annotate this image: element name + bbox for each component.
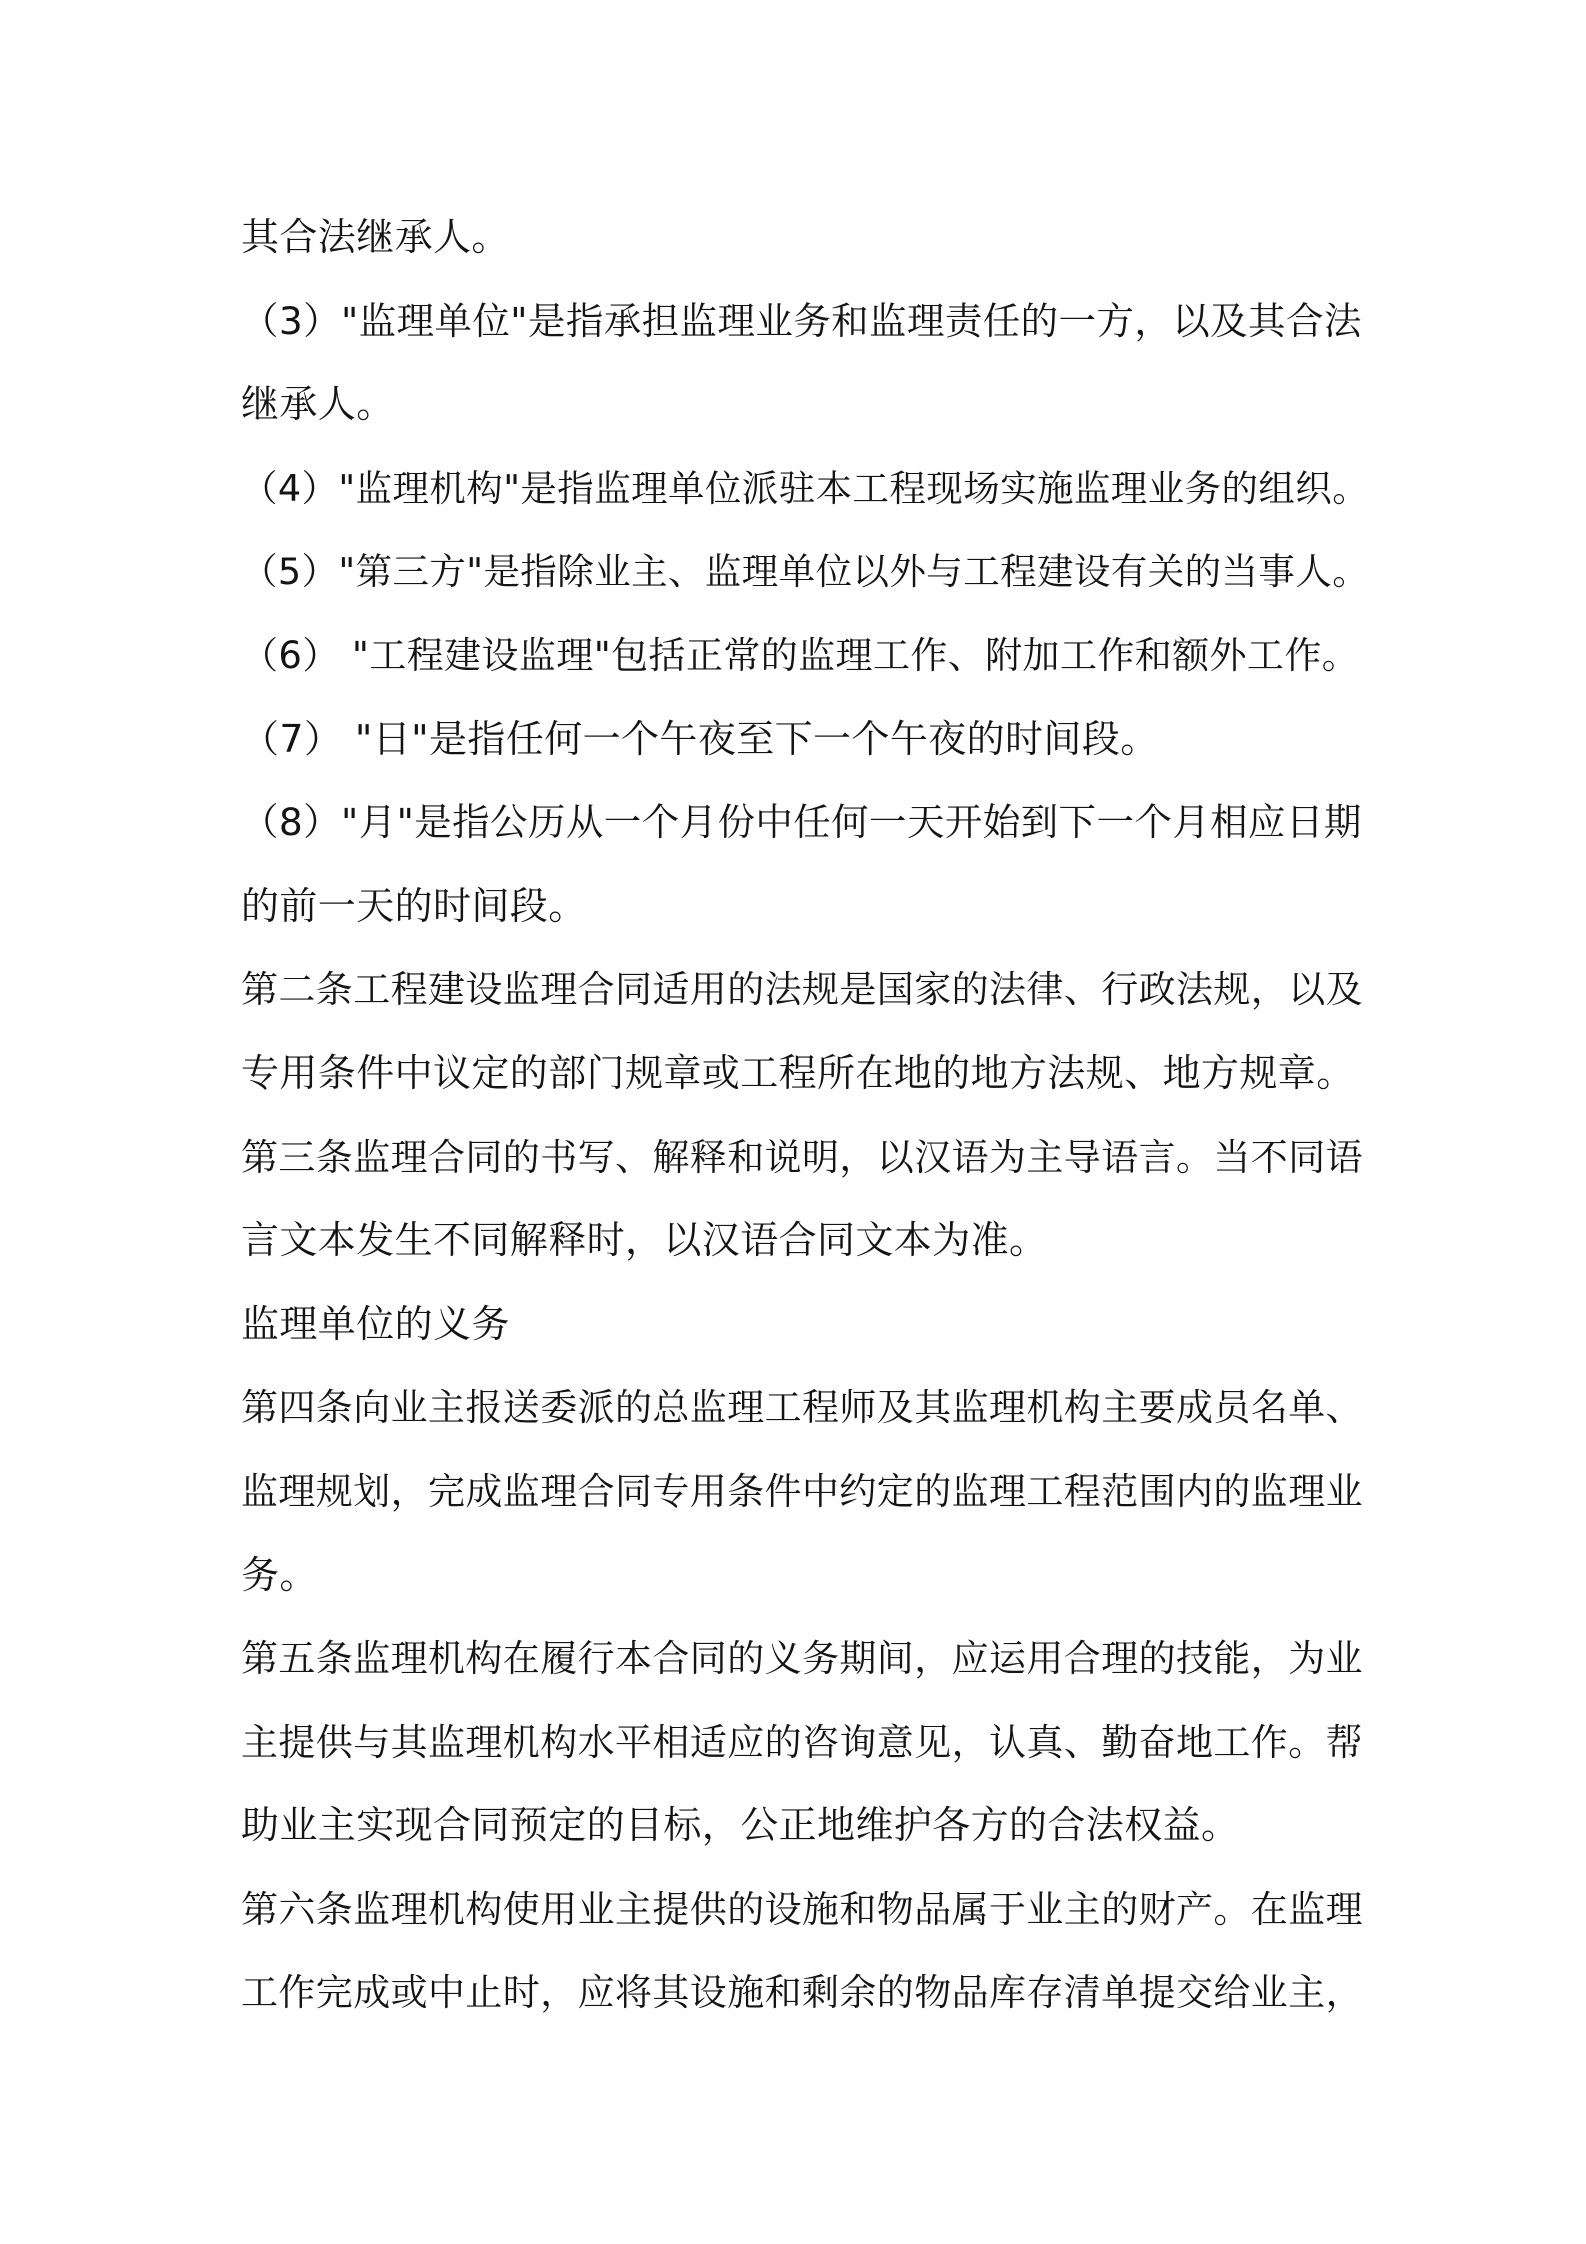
text-line-6: （6） "工程建设监理"包括正常的监理工作、附加工作和额外工作。 [241,633,1360,677]
text-line-4: （4）"监理机构"是指监理单位派驻本工程现场实施监理业务的组织。 [241,466,1370,510]
text-line-21: 第六条监理机构使用业主提供的设施和物品属于业主的财产。在监理 [241,1887,1363,1931]
text-line-15: 第四条向业主报送委派的总监理工程师及其监理机构主要成员名单、 [241,1386,1363,1430]
text-line-18: 第五条监理机构在履行本合同的义务期间，应运用合理的技能，为业 [241,1637,1363,1681]
text-line-22: 工作完成或中止时，应将其设施和剩余的物品库存清单提交给业主， [241,1971,1363,2015]
text-line-3: 继承人。 [241,382,395,427]
text-line-13: 言文本发生不同解释时，以汉语合同文本为准。 [241,1218,1048,1263]
text-line-2: （3）"监理单位"是指承担监理业务和监理责任的一方，以及其合法 [241,298,1362,343]
text-line-19: 主提供与其监理机构水平相适应的咨询意见，认真、勤奋地工作。帮 [241,1720,1363,1764]
text-line-9: 的前一天的时间段。 [241,883,587,928]
text-line-8: （8）"月"是指公历从一个月份中任何一天开始到下一个月相应日期 [241,800,1362,845]
text-line-10: 第二条工程建设监理合同适用的法规是国家的法律、行政法规，以及 [241,968,1363,1012]
text-line-5: （5）"第三方"是指除业主、监理单位以外与工程建设有关的当事人。 [241,550,1370,594]
text-line-11: 专用条件中议定的部门规章或工程所在地的地方法规、地方规章。 [241,1050,1355,1095]
text-line-16: 监理规划，完成监理合同专用条件中约定的监理工程范围内的监理业 [241,1469,1363,1513]
document-body [241,196,1371,2035]
text-line-1: 其合法继承人。 [241,215,510,259]
section-heading: 监理单位的义务 [241,1301,510,1346]
text-line-17: 务。 [241,1552,318,1597]
text-line-20: 助业主实现合同预定的目标，公正地维护各方的合法权益。 [241,1803,1240,1848]
text-line-7: （7） "日"是指任何一个午夜至下一个午夜的时间段。 [241,716,1159,761]
text-line-12: 第三条监理合同的书写、解释和说明，以汉语为主导语言。当不同语 [241,1135,1363,1179]
